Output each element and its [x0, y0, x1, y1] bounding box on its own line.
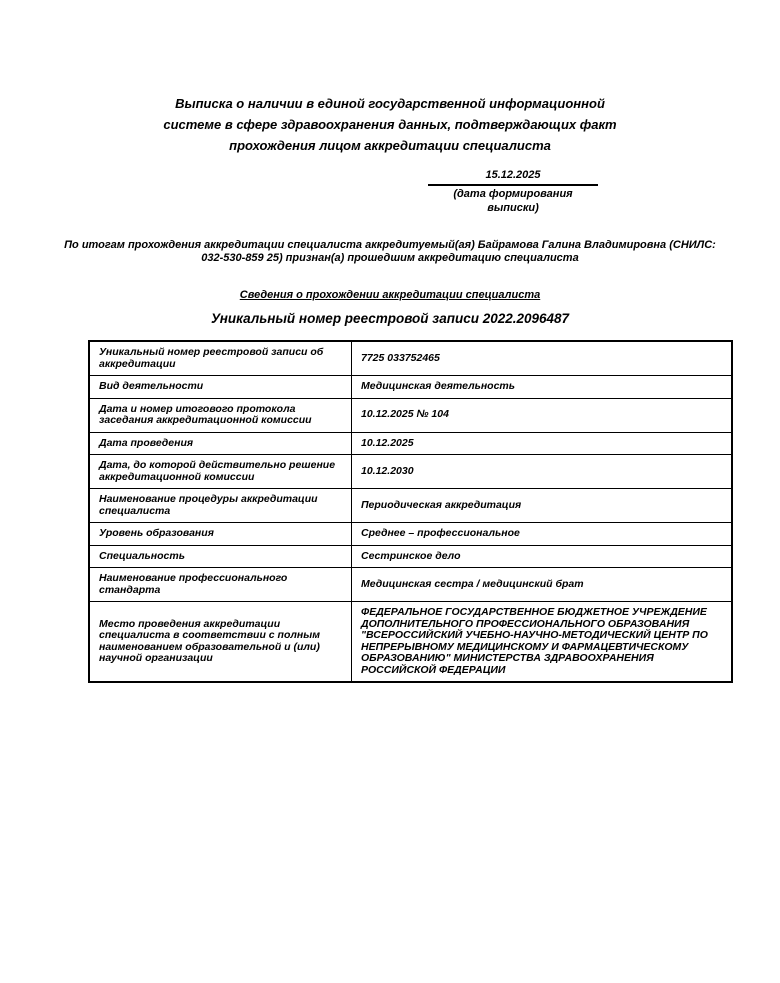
field-value: 10.12.2025 № 104: [352, 398, 733, 432]
field-value: Сестринское дело: [352, 545, 733, 568]
field-value: 7725 033752465: [352, 341, 733, 376]
registry-number-heading: Уникальный номер реестровой записи 2022.2096487: [210, 311, 570, 326]
table-row: [89, 341, 732, 376]
field-label: Дата, до которой действительно решение аккредитационной комиссии: [89, 455, 352, 489]
field-label: Специальность: [89, 545, 352, 568]
table-row: [89, 398, 732, 432]
table-row: [89, 545, 732, 568]
table-row: [89, 432, 732, 455]
table-row: [89, 489, 732, 523]
formation-date: 15.12.2025: [428, 168, 598, 186]
table-row: [89, 376, 732, 399]
field-label: Наименование профессионального стандарта: [89, 568, 352, 602]
field-label: Наименование процедуры аккредитации специалиста: [89, 489, 352, 523]
field-value: Медицинская сестра / медицинский брат: [352, 568, 733, 602]
field-value: Среднее – профессиональное: [352, 523, 733, 546]
field-label: Дата проведения: [89, 432, 352, 455]
field-value: 10.12.2025: [352, 432, 733, 455]
field-value: ФЕДЕРАЛЬНОЕ ГОСУДАРСТВЕННОЕ БЮДЖЕТНОЕ УЧРЕЖДЕНИЕ ДОПОЛНИТЕЛЬНОГО ПРОФЕССИОНАЛЬНОГО ОБРАЗОВАНИЯ "ВСЕРОССИЙСКИЙ УЧЕБНО-НАУЧНО-МЕТОДИЧЕСКИЙ ЦЕНТР ПО НЕПРЕРЫВНОМУ МЕДИЦИНСКОМУ И ФАРМАЦЕВТИЧЕСКОМУ ОБРАЗОВАНИЮ" МИНИСТЕРСТВА ЗДРАВООХРАНЕНИЯ РОССИЙСКОЙ ФЕДЕРАЦИИ: [352, 602, 733, 683]
field-label: Место проведения аккредитации специалиста в соответствии с полным наименованием образовательной и (или) научной организации: [89, 602, 352, 683]
table-row: [89, 523, 732, 546]
document-page: [0, 93, 780, 983]
accreditation-summary: По итогам прохождения аккредитации специалиста аккредитуемый(ая) Байрамова Галина Владимировна (СНИЛС: 032-530-859 25) признан(а) прошедшим аккредитацию специалиста: [64, 239, 716, 264]
table-row: [89, 602, 732, 683]
accreditation-table: [88, 340, 733, 683]
field-label: Уровень образования: [89, 523, 352, 546]
page-title: Выписка о наличии в единой государственной информационной системе в сфере здравоохранения данных, подтверждающих факт прохождения лицом аккредитации специалиста: [163, 96, 617, 153]
field-label: Дата и номер итогового протокола заседания аккредитационной комиссии: [89, 398, 352, 432]
table-row: [89, 455, 732, 489]
table-row: [89, 568, 732, 602]
field-value: Периодическая аккредитация: [352, 489, 733, 523]
formation-date-block: [428, 168, 598, 215]
field-value: 10.12.2030: [352, 455, 733, 489]
section-heading: Сведения о прохождении аккредитации специалиста: [239, 289, 541, 301]
field-value: Медицинская деятельность: [352, 376, 733, 399]
field-label: Вид деятельности: [89, 376, 352, 399]
field-label: Уникальный номер реестровой записи об аккредитации: [89, 341, 352, 376]
formation-date-caption: (дата формирования выписки): [453, 188, 573, 214]
